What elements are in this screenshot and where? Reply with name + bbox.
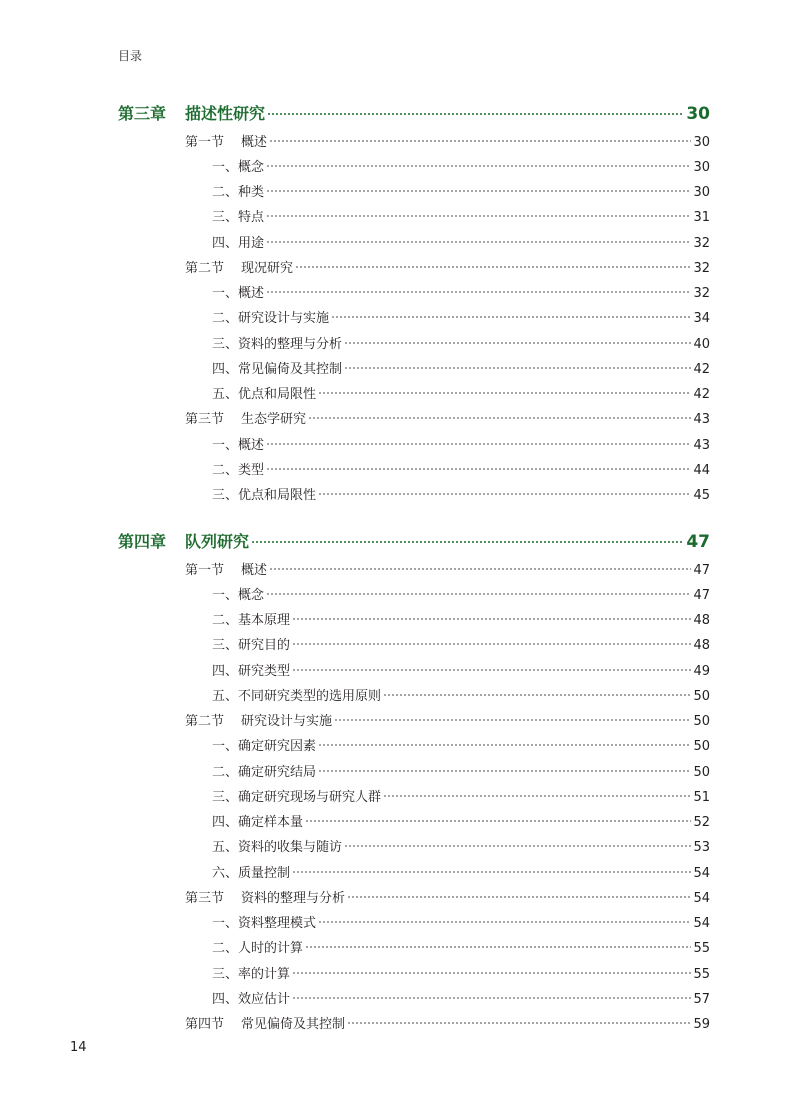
item-title: 四、研究类型 [212,664,291,679]
item-title: 一、概念 [212,160,265,175]
dot-leader [295,256,691,269]
dot-leader [292,659,691,672]
toc-section[interactable] [185,887,710,906]
dot-leader [269,130,691,143]
toc-chapter-3[interactable] [118,101,710,124]
section-number: 第一节 [185,135,225,150]
toc-item[interactable] [212,735,710,754]
page-number: 40 [693,337,710,352]
toc-section[interactable] [185,131,710,150]
toc-item[interactable] [212,786,710,805]
toc-item[interactable] [212,862,710,881]
running-header: 目录 [118,49,143,63]
dot-leader [347,886,691,899]
toc-item[interactable] [212,988,710,1007]
page-number: 54 [693,866,710,881]
page-number: 47 [693,563,710,578]
page-number: 32 [693,261,710,276]
section-title: 概述 [241,563,268,578]
dot-leader [344,835,691,848]
page-number: 31 [693,210,710,225]
item-title: 四、用途 [212,236,265,251]
toc-section[interactable] [185,710,710,729]
item-title: 一、概述 [212,286,265,301]
item-title: 五、优点和局限性 [212,387,317,402]
item-title: 五、不同研究类型的选用原则 [212,689,382,704]
dot-leader [292,962,691,975]
section-number: 第二节 [185,261,225,276]
toc-item[interactable] [212,609,710,628]
toc-item[interactable] [212,333,710,352]
item-title: 一、资料整理模式 [212,916,317,931]
toc-item[interactable] [212,383,710,402]
page-number: 43 [693,438,710,453]
section-number: 第二节 [185,714,225,729]
section-title: 概述 [241,135,268,150]
toc-chapter-4[interactable] [118,529,710,552]
page-number: 45 [693,488,710,503]
section-title: 现况研究 [241,261,294,276]
page-number: 32 [693,286,710,301]
toc-section[interactable] [185,257,710,276]
page-number: 44 [693,463,710,478]
dot-leader [269,558,691,571]
toc-item[interactable] [212,459,710,478]
dot-leader [344,332,691,345]
item-title: 六、质量控制 [212,866,291,881]
dot-leader [266,180,691,193]
page-number: 43 [693,412,710,427]
toc-section[interactable] [185,408,710,427]
dot-leader [305,810,691,823]
dot-leader [251,528,684,544]
dot-leader [266,281,691,294]
page-number: 57 [693,992,710,1007]
dot-leader [305,936,691,949]
dot-leader [331,306,691,319]
section-number: 第四节 [185,1017,225,1032]
dot-leader [318,911,691,924]
dot-leader [266,205,691,218]
dot-leader [292,608,691,621]
toc-item[interactable] [212,634,710,653]
chapter-number: 第三章 [118,104,167,123]
dot-leader [266,155,691,168]
dot-leader [266,433,691,446]
section-number: 第一节 [185,563,225,578]
item-title: 一、概念 [212,588,265,603]
item-title: 一、概述 [212,438,265,453]
toc-item[interactable] [212,937,710,956]
item-title: 二、类型 [212,463,265,478]
page-number: 42 [693,362,710,377]
item-title: 三、研究目的 [212,638,291,653]
item-title: 三、特点 [212,210,265,225]
item-title: 四、效应估计 [212,992,291,1007]
page-number: 30 [686,104,710,124]
toc-item[interactable] [212,484,710,503]
item-title: 四、常见偏倚及其控制 [212,362,343,377]
item-title: 三、优点和局限性 [212,488,317,503]
page-number: 50 [693,689,710,704]
page-number: 32 [693,236,710,251]
page-number: 30 [693,185,710,200]
toc-item[interactable] [212,685,710,704]
toc-item[interactable] [212,156,710,175]
item-title: 二、确定研究结局 [212,765,317,780]
page-number: 54 [693,891,710,906]
toc-item[interactable] [212,761,710,780]
section-title: 生态学研究 [241,412,307,427]
item-title: 二、研究设计与实施 [212,311,330,326]
item-title: 二、人时的计算 [212,941,304,956]
dot-leader [267,100,684,116]
toc-section[interactable] [185,559,710,578]
dot-leader [383,684,691,697]
page-number: 30 [693,135,710,150]
item-title: 三、率的计算 [212,967,291,982]
toc-item[interactable] [212,358,710,377]
page-number: 54 [693,916,710,931]
page-number: 42 [693,387,710,402]
page-number: 55 [693,941,710,956]
dot-leader [308,407,691,420]
toc-item[interactable] [212,282,710,301]
page-number: 49 [693,664,710,679]
dot-leader [292,987,691,1000]
section-number: 第三节 [185,891,225,906]
dot-leader [292,633,691,646]
toc-item[interactable] [212,434,710,453]
chapter-title: 队列研究 [185,532,250,551]
page-number: 34 [693,311,710,326]
dot-leader [318,382,691,395]
dot-leader [318,734,691,747]
dot-leader [383,785,691,798]
dot-leader [266,458,691,471]
chapter-title: 描述性研究 [185,104,266,123]
dot-leader [347,1012,691,1025]
toc-item[interactable] [212,584,710,603]
toc-section[interactable] [185,1013,710,1032]
toc-item[interactable] [212,181,710,200]
page-footer-number: 14 [70,1040,87,1055]
dot-leader [266,231,691,244]
section-title: 资料的整理与分析 [241,891,346,906]
toc-item[interactable] [212,307,710,326]
page-number: 48 [693,613,710,628]
section-title: 研究设计与实施 [241,714,333,729]
dot-leader [344,357,691,370]
section-number: 第三节 [185,412,225,427]
dot-leader [318,760,691,773]
item-title: 二、种类 [212,185,265,200]
toc-item[interactable] [212,963,710,982]
page-number: 47 [693,588,710,603]
page-number: 51 [693,790,710,805]
chapter-number: 第四章 [118,532,167,551]
page-number: 55 [693,967,710,982]
toc-item[interactable] [212,660,710,679]
page-number: 48 [693,638,710,653]
item-title: 五、资料的收集与随访 [212,840,343,855]
item-title: 四、确定样本量 [212,815,304,830]
dot-leader [292,861,691,874]
page-number: 59 [693,1017,710,1032]
page-number: 47 [686,532,710,552]
page-number: 53 [693,840,710,855]
item-title: 一、确定研究因素 [212,739,317,754]
dot-leader [318,483,691,496]
toc-item[interactable] [212,811,710,830]
page-number: 50 [693,765,710,780]
item-title: 三、确定研究现场与研究人群 [212,790,382,805]
page-number: 52 [693,815,710,830]
toc-item[interactable] [212,836,710,855]
dot-leader [266,583,691,596]
section-title: 常见偏倚及其控制 [241,1017,346,1032]
dot-leader [334,709,691,722]
item-title: 三、资料的整理与分析 [212,337,343,352]
toc-item[interactable] [212,232,710,251]
toc-item[interactable] [212,912,710,931]
page-number: 50 [693,714,710,729]
item-title: 二、基本原理 [212,613,291,628]
toc-item[interactable] [212,206,710,225]
page-number: 50 [693,739,710,754]
page-number: 30 [693,160,710,175]
